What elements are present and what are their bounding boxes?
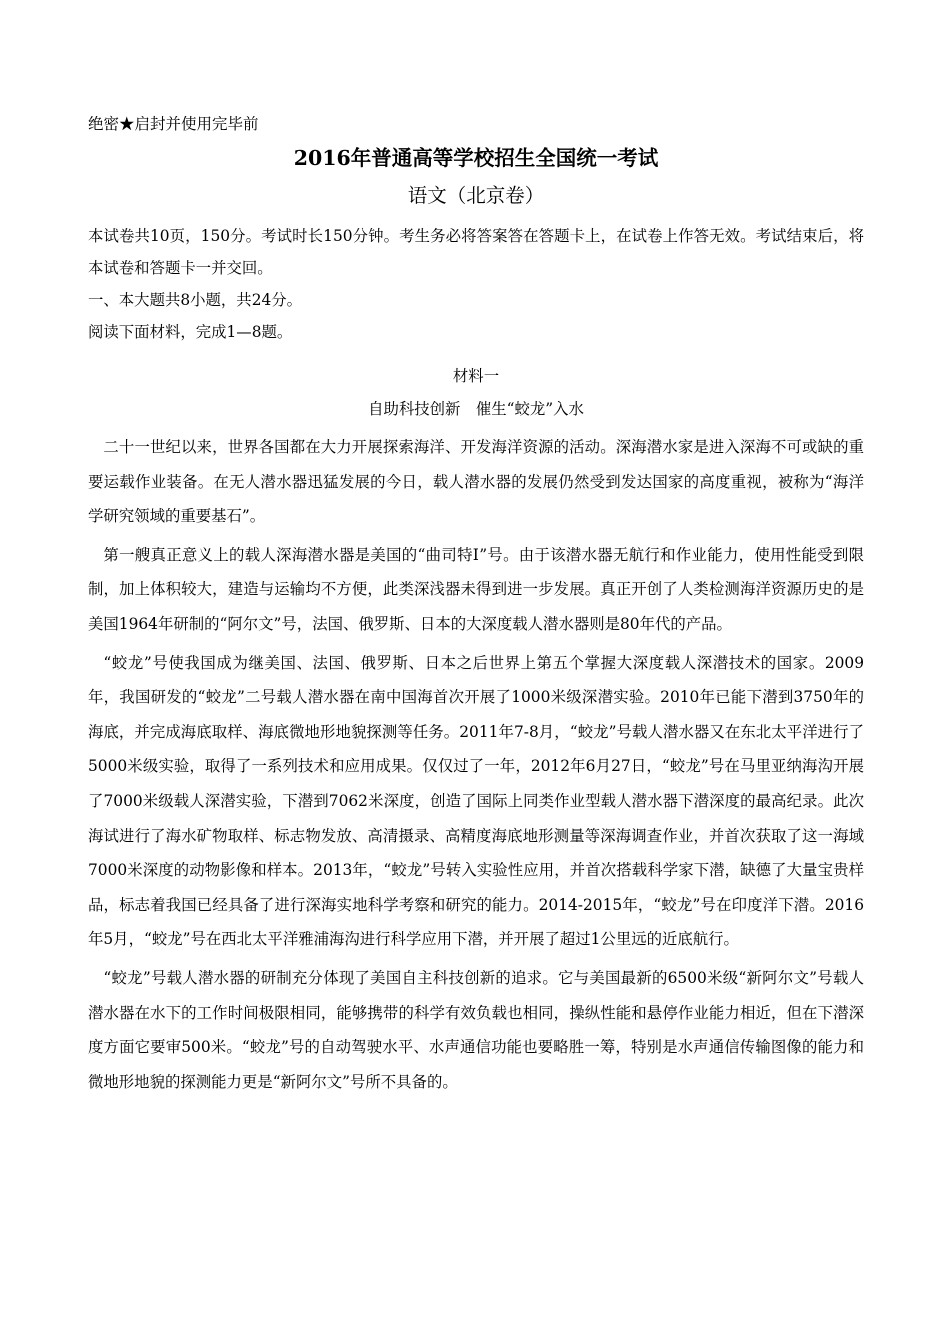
material-paragraph: 第一艘真正意义上的载人深海潜水器是美国的“曲司特Ⅰ”号。由于该潜水器无航行和作业能力，使用性能受到限制，加上体积较大，建造与运输均不方便，此类深浅器未得到进一步发展。真正开创了人类检测海洋资源历史的是美国1964年研制的“阿尔文”号，法国、俄罗斯、日本的大深度载人潜水器则是80年代的产品。 [88,545,864,633]
confidential-notice: 绝密★启封并使用完毕前 [88,115,259,133]
section-direction: 阅读下面材料，完成1—8题。 [88,323,293,341]
exam-subtitle: 语文（北京卷） [407,184,545,207]
exam-page [88,108,864,1099]
exam-title: 2016年普通高等学校招生全国统一考试 [293,146,659,170]
material-label: 材料一 [452,367,500,385]
material-paragraph: “蛟龙”号载人潜水器的研制充分体现了美国自主科技创新的追求。它与美国最新的6500米级“新阿尔文”号载人潜水器在水下的工作时间极限相同，能够携带的科学有效负载也相同，操纵性能和悬停作业能力相近，但在下潜深度方面它要审500米。“蛟龙”号的自动驾驶水平、水声通信功能也要略胜一筹，特别是水声通信传输图像的能力和微地形地貌的探测能力更是“新阿尔文”号所不具备的。 [88,968,864,1091]
material-title: 自助科技创新 催生“蛟龙”入水 [368,400,584,418]
exam-instructions: 本试卷共10页，150分。考试时长150分钟。考生务必将答案答在答题卡上，在试卷上作答无效。考试结束后，将本试卷和答题卡一并交回。 [88,227,864,277]
material-paragraph: 二十一世纪以来，世界各国都在大力开展探索海洋、开发海洋资源的活动。深海潜水家是进入深海不可或缺的重要运载作业装备。在无人潜水器迅猛发展的今日，载人潜水器的发展仍然受到发达国家的高度重视，被称为“海洋学研究领域的重要基石”。 [88,438,864,526]
material-paragraph: “蛟龙”号使我国成为继美国、法国、俄罗斯、日本之后世界上第五个掌握大深度载人深潜技术的国家。2009年，我国研发的“蛟龙”二号载人潜水器在南中国海首次开展了1000米级深潜实验。2010年已能下潜到3750年的海底，并完成海底取样、海底微地形地貌探测等任务。2011年7-8月，“蛟龙”号载人潜水器又在东北太平洋进行了5000米级实验，取得了一系列技术和应用成果。仅仅过了一年，2012年6月27日，“蛟龙”号在马里亚纳海沟开展了7000米级载人深潜实验，下潜到7062米深度，创造了国际上同类作业型载人潜水器下潜深度的最高纪录。此次海试进行了海水矿物取样、标志物发放、高清摄录、高精度海底地形测量等深海调查作业，并首次获取了这一海域7000米深度的动物影像和样本。2013年，“蛟龙”号转入实验性应用，并首次搭载科学家下潜，缺德了大量宝贵样品，标志着我国已经具备了进行深海实地科学考察和研究的能力。2014-2015年，“蛟龙”号在印度洋下潜。2016年5月，“蛟龙”号在西北太平洋雅浦海沟进行科学应用下潜，并开展了超过1公里远的近底航行。 [88,653,864,949]
section-heading: 一、本大题共8小题，共24分。 [88,291,303,309]
